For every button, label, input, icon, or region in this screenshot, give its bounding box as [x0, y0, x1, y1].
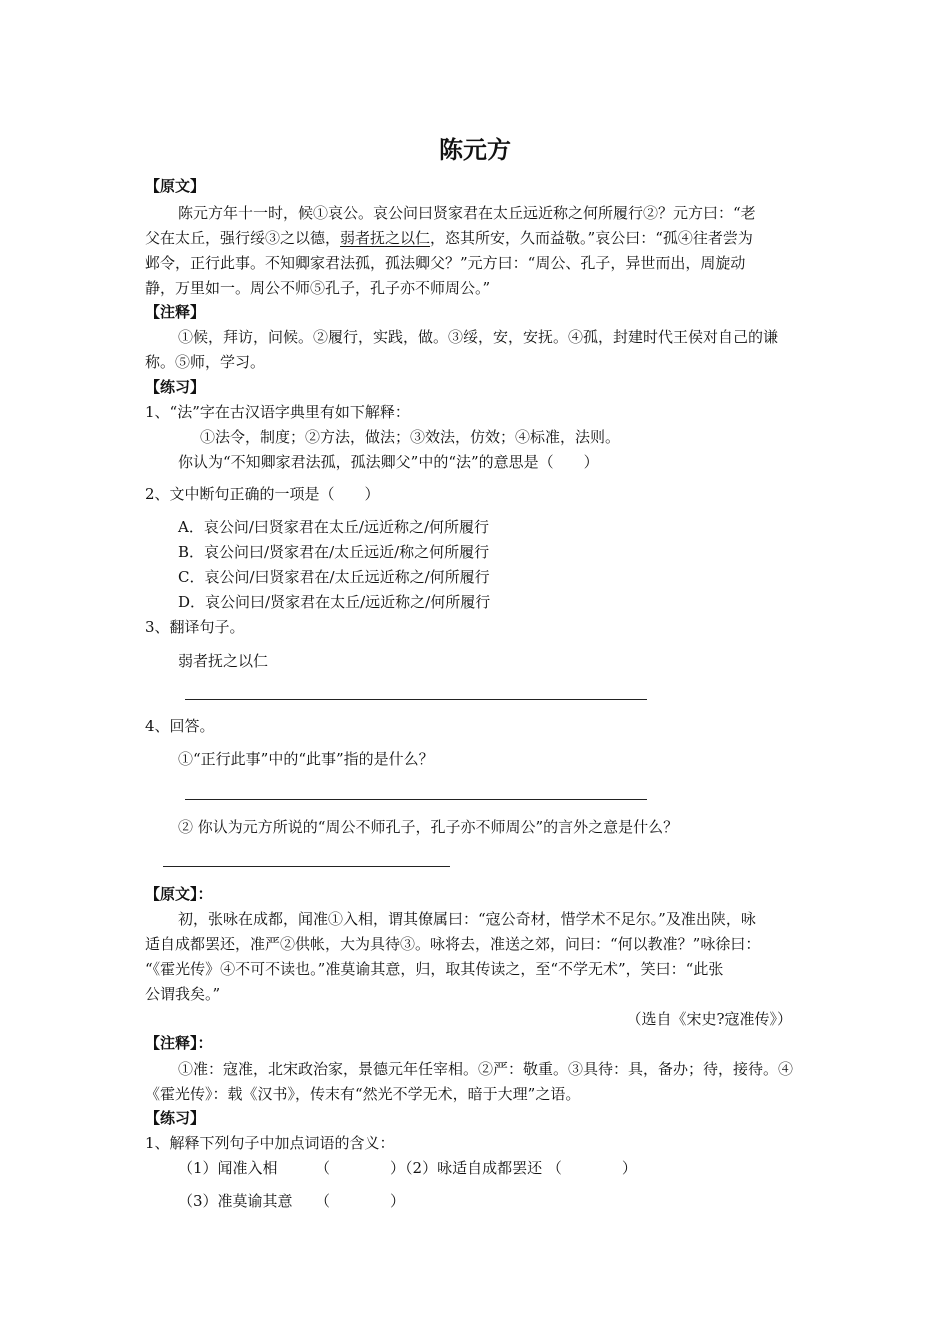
original-text-line [145, 228, 753, 248]
section-heading-original-text: 【原文】： [145, 885, 213, 903]
notes-line: ①准：寇准，北宋政治家，景德元年任宰相。②严：敬重。③具待：具，备办；待，接待。④ [178, 1060, 794, 1078]
option-b: B．哀公问曰/贤家君在/太丘远近/称之何所履行 [178, 543, 490, 561]
original-text-line: “《霍光传》④不可不读也。”准莫谕其意，归，取其传读之，至“不学无术”，笑曰：“此张 [145, 960, 724, 978]
question-1-prompt: 你认为“不知卿家君法孤，孤法卿父”中的“法”的意思是（ ） [178, 453, 599, 471]
question-1-items: （3）准莫谕其意 （ ） [178, 1192, 406, 1210]
option-a: A．哀公问/曰贤家君在太丘/远近称之/何所履行 [178, 518, 489, 536]
question-2: 2、文中断句正确的一项是（ ） [145, 485, 380, 503]
section-heading-exercises: 【练习】 [145, 1109, 206, 1127]
question-3-sentence: 弱者抚之以仁 [178, 652, 269, 670]
question-1-options: ①法令，制度；②方法，做法；③效法，仿效；④标准，法则。 [200, 428, 621, 446]
question-1-items: （1）闻准入相 （ ）（2）咏适自成都罢还 （ ） [178, 1159, 637, 1177]
text-segment: 父在太丘，强行绥③之以德， [145, 229, 341, 247]
notes-line: 称。⑤师，学习。 [145, 353, 266, 371]
answer-line [185, 799, 647, 800]
text-segment: ，恣其所安，久而益敬。”哀公曰：“孤④往者尝为 [430, 229, 753, 247]
original-text-line: 陈元方年十一时，候①哀公。哀公问曰贤家君在太丘远近称之何所履行②？元方曰：“老 [178, 204, 756, 222]
option-d: D．哀公问曰/贤家君在太丘/远近称之/何所履行 [178, 593, 491, 611]
section-heading-notes: 【注释】： [145, 1034, 213, 1052]
page-title: 陈元方 [439, 136, 511, 164]
original-text-line: 静，万里如一。周公不师⑤孔子，孔子亦不师周公。” [145, 279, 491, 297]
question-4-part-2: ② 你认为元方所说的“周公不师孔子，孔子亦不师周公”的言外之意是什么？ [178, 818, 679, 836]
answer-line [185, 699, 647, 700]
question-1: 1、解释下列句子中加点词语的含义： [145, 1134, 395, 1152]
question-4: 4、回答。 [145, 717, 215, 735]
original-text-line: 适自成都罢还，准严②供帐，大为具待③。咏将去，准送之郊，问曰：“何以教准？”咏徐曰： [145, 935, 761, 953]
section-heading-original-text: 【原文】 [145, 177, 206, 195]
original-text-line: 邺令，正行此事。不知卿家君法孤，孤法卿父？”元方曰：“周公、孔子，异世而出，周旋动 [145, 254, 746, 272]
notes-line: 《霍光传》：载《汉书》，传末有“然光不学无术，暗于大理”之语。 [145, 1085, 581, 1103]
notes-line: ①候，拜访，问候。②履行，实践，做。③绥，安，安抚。④孤，封建时代王侯对自己的谦 [178, 328, 779, 346]
answer-line [163, 866, 450, 867]
section-heading-notes: 【注释】 [145, 303, 206, 321]
question-3: 3、翻译句子。 [145, 618, 245, 636]
original-text-line: 公谓我矣。” [145, 985, 221, 1003]
original-text-line: 初，张咏在成都，闻准①入相，谓其僚属曰：“寇公奇材，惜学术不足尔。”及准出陕，咏 [178, 910, 756, 928]
question-1: 1、“法”字在古汉语字典里有如下解释： [145, 403, 410, 421]
option-c: C．哀公问/曰贤家君在/太丘远近称之/何所履行 [178, 568, 490, 586]
question-4-part-1: ①“正行此事”中的“此事”指的是什么？ [178, 750, 434, 768]
underlined-phrase: 弱者抚之以仁 [340, 229, 431, 247]
source-citation: （选自《宋史?寇准传》） [626, 1010, 792, 1028]
section-heading-exercises: 【练习】 [145, 378, 206, 396]
